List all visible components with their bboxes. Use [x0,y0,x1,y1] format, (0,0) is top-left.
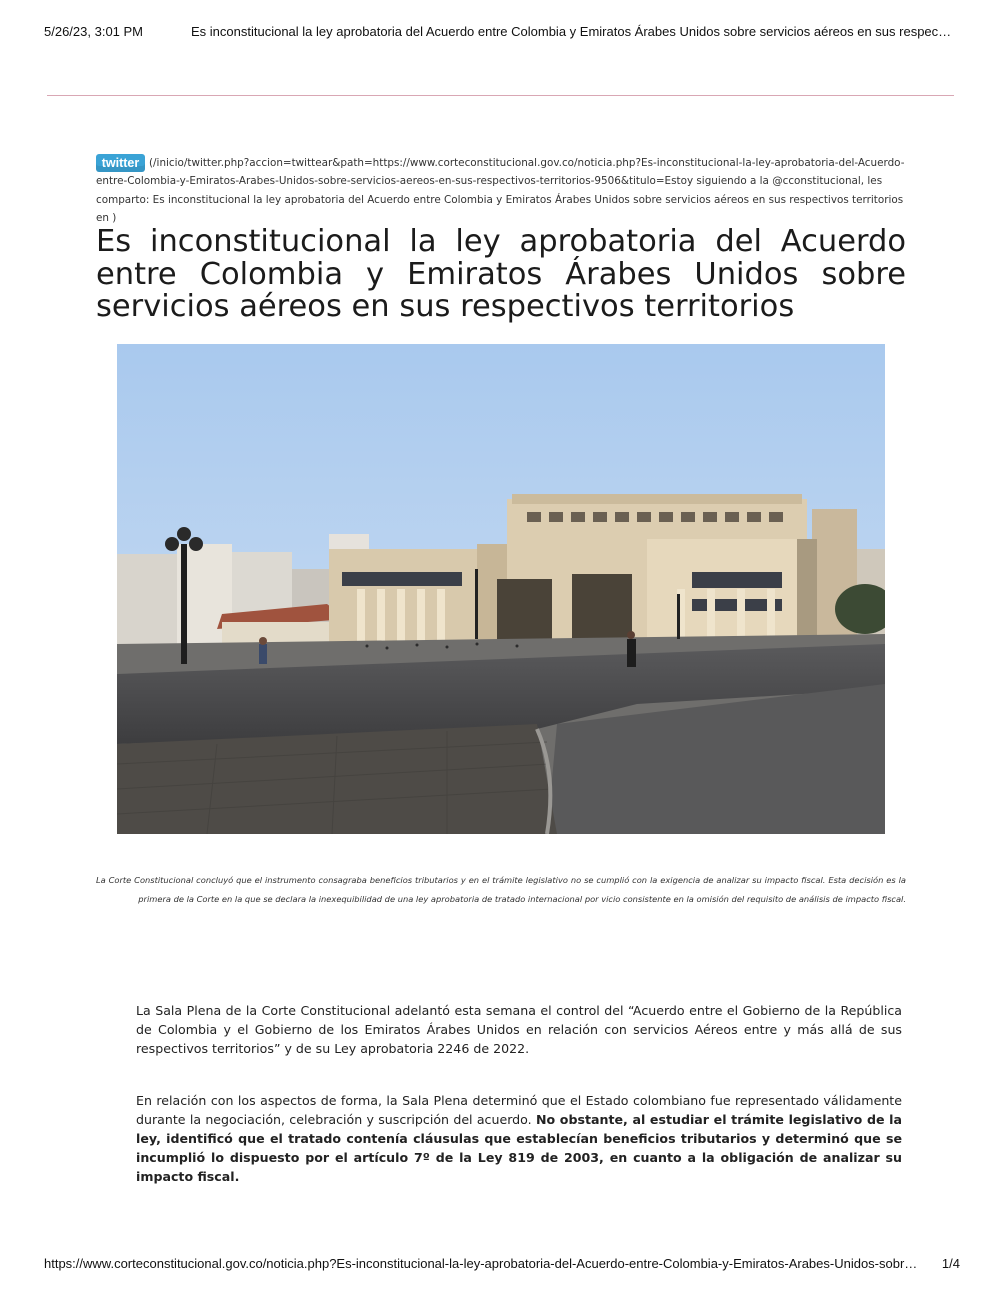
article-photo [117,344,885,834]
paragraph-2-text: En relación con los aspectos de forma, la Sala Plena determinó que el Estado colombiano fue representado válidamente durante la negociación, celebración y suscripción del acuerdo. [136,1092,902,1127]
twitter-share [96,154,908,228]
print-datetime: 5/26/23, 3:01 PM [44,24,144,39]
photo-caption: La Corte Constitucional concluyó que el instrumento consagraba beneficios tributarios y en el trámite legislativo no se cumplió con la exigencia de analizar su impacto fiscal. Esta decisión es la primera de la Corte en la que se declara la inexequibilidad de una ley aprobatoria de tratado internacional por vicio consistente en la omisión del requisito de análisis de impacto fiscal. [96,875,906,905]
header-divider [47,95,954,96]
twitter-logo-icon[interactable]: twitter [96,154,145,172]
page-number: 1/4 [941,1256,960,1271]
article-title: Es inconstitucional la ley aprobatoria del Acuerdo entre Colombia y Emiratos Árabes Unidos sobre servicios aéreos en sus respectivos territorios [96,224,906,324]
twitter-share-link[interactable]: (/inicio/twitter.php?accion=twittear&path=https://www.corteconstitucional.gov.co/noticia.php?Es-inconstitucional-la-ley-aprobatoria-del-Acuerdo-entre-Colombia-y-Emiratos-Arabes-Unidos-sobre-servicios-aereos-en-sus-respectivos-territorios-9506&titulo=Estoy siguiendo a la @cconstitucional, les comparto: Es inconstitucional la ley aprobatoria del Acuerdo entre Colombia y Emiratos Árabes Unidos sobre servicios aéreos en sus respectivos territorios en ) [96,157,905,225]
print-header [44,24,960,40]
article-paragraph-1: La Sala Plena de la Corte Constitucional adelantó esta semana el control del “Acuerdo entre el Gobierno de la República de Colombia y el Gobierno de los Emiratos Árabes Unidos en relación con servicios Aéreos entre y más allá de sus respectivos territorios” y de su Ley aprobatoria 2246 de 2022. [136,1002,902,1056]
print-page-title: Es inconstitucional la ley aprobatoria del Acuerdo entre Colombia y Emiratos Árabes Unidos sobre servicios aéreos en sus respec… [191,24,952,39]
print-url: https://www.corteconstitucional.gov.co/noticia.php?Es-inconstitucional-la-ley-aprobatoria-del-Acuerdo-entre-Colombia-y-Emiratos-Arabes-Unidos-sobr… [44,1256,918,1271]
paragraph-2-bold-text: No obstante, al estudiar el trámite legislativo de la ley, identificó que el tratado contenía cláusulas que establecían beneficios tributarios y determinó que se incumplió lo dispuesto por el artículo 7º de la Ley 819 de 2003, en cuanto a la obligación de analizar su impacto fiscal. [136,1111,902,1184]
palace-of-justice-photo [117,344,885,834]
article-paragraph-2 [136,1091,902,1186]
